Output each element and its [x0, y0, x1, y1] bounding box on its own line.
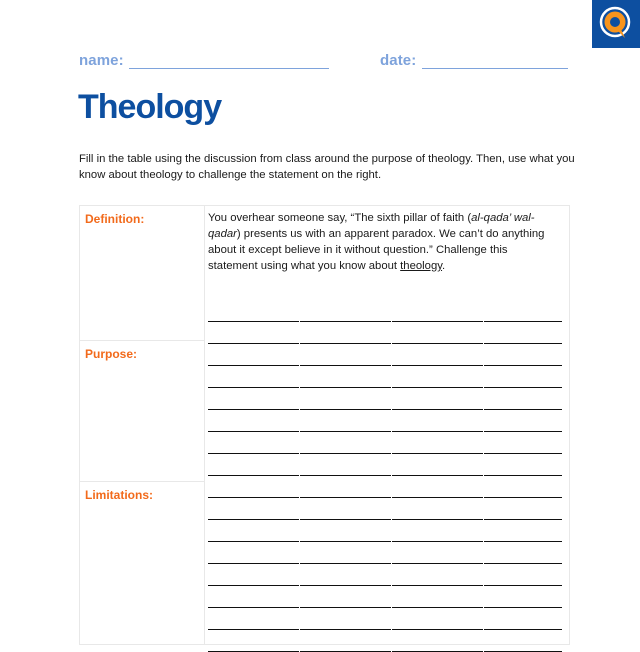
answer-line[interactable] [208, 454, 562, 476]
q-speech-bubble-logo-icon [592, 0, 640, 48]
prompt-text-part1: You overhear someone say, “The sixth pillar of faith ( [208, 212, 472, 224]
definition-label: Definition: [85, 212, 145, 226]
purpose-label: Purpose: [85, 347, 138, 361]
name-field[interactable] [129, 68, 329, 69]
answer-line[interactable] [208, 300, 562, 322]
page-title: Theology [78, 88, 222, 126]
answer-line[interactable] [208, 498, 562, 520]
answer-lines-area[interactable] [208, 300, 562, 652]
answer-line[interactable] [208, 344, 562, 366]
brand-logo [592, 0, 640, 48]
answer-line[interactable] [208, 366, 562, 388]
answer-line[interactable] [208, 608, 562, 630]
left-column [80, 206, 205, 644]
worksheet-table [79, 205, 570, 645]
prompt-text-part2: ) presents us with an apparent paradox. We can’t do anything about it except believe in it without question.” Challenge this statement using what you know about [208, 228, 545, 272]
answer-line[interactable] [208, 388, 562, 410]
instructions-text: Fill in the table using the discussion from class around the purpose of theology. Then, use what you know about theology to challenge the statement on the right. [79, 153, 575, 181]
prompt-italic-term: al-qada’ wal-qadar [208, 212, 535, 240]
answer-line[interactable] [208, 432, 562, 454]
date-label: date: [380, 52, 417, 69]
answer-line[interactable] [208, 476, 562, 498]
challenge-prompt [208, 210, 548, 274]
limitations-label: Limitations: [85, 488, 153, 502]
name-label: name: [79, 52, 124, 69]
answer-line[interactable] [208, 564, 562, 586]
student-info-row [79, 52, 569, 72]
purpose-cell[interactable] [80, 341, 204, 482]
answer-line[interactable] [208, 322, 562, 344]
prompt-underlined-term: theology [400, 260, 443, 272]
answer-line[interactable] [208, 586, 562, 608]
prompt-text-part3: . [442, 260, 446, 272]
definition-cell[interactable] [80, 206, 204, 341]
answer-line[interactable] [208, 542, 562, 564]
answer-line[interactable] [208, 630, 562, 652]
date-field[interactable] [422, 68, 568, 69]
answer-line[interactable] [208, 410, 562, 432]
limitations-cell[interactable] [80, 482, 204, 652]
answer-line[interactable] [208, 520, 562, 542]
